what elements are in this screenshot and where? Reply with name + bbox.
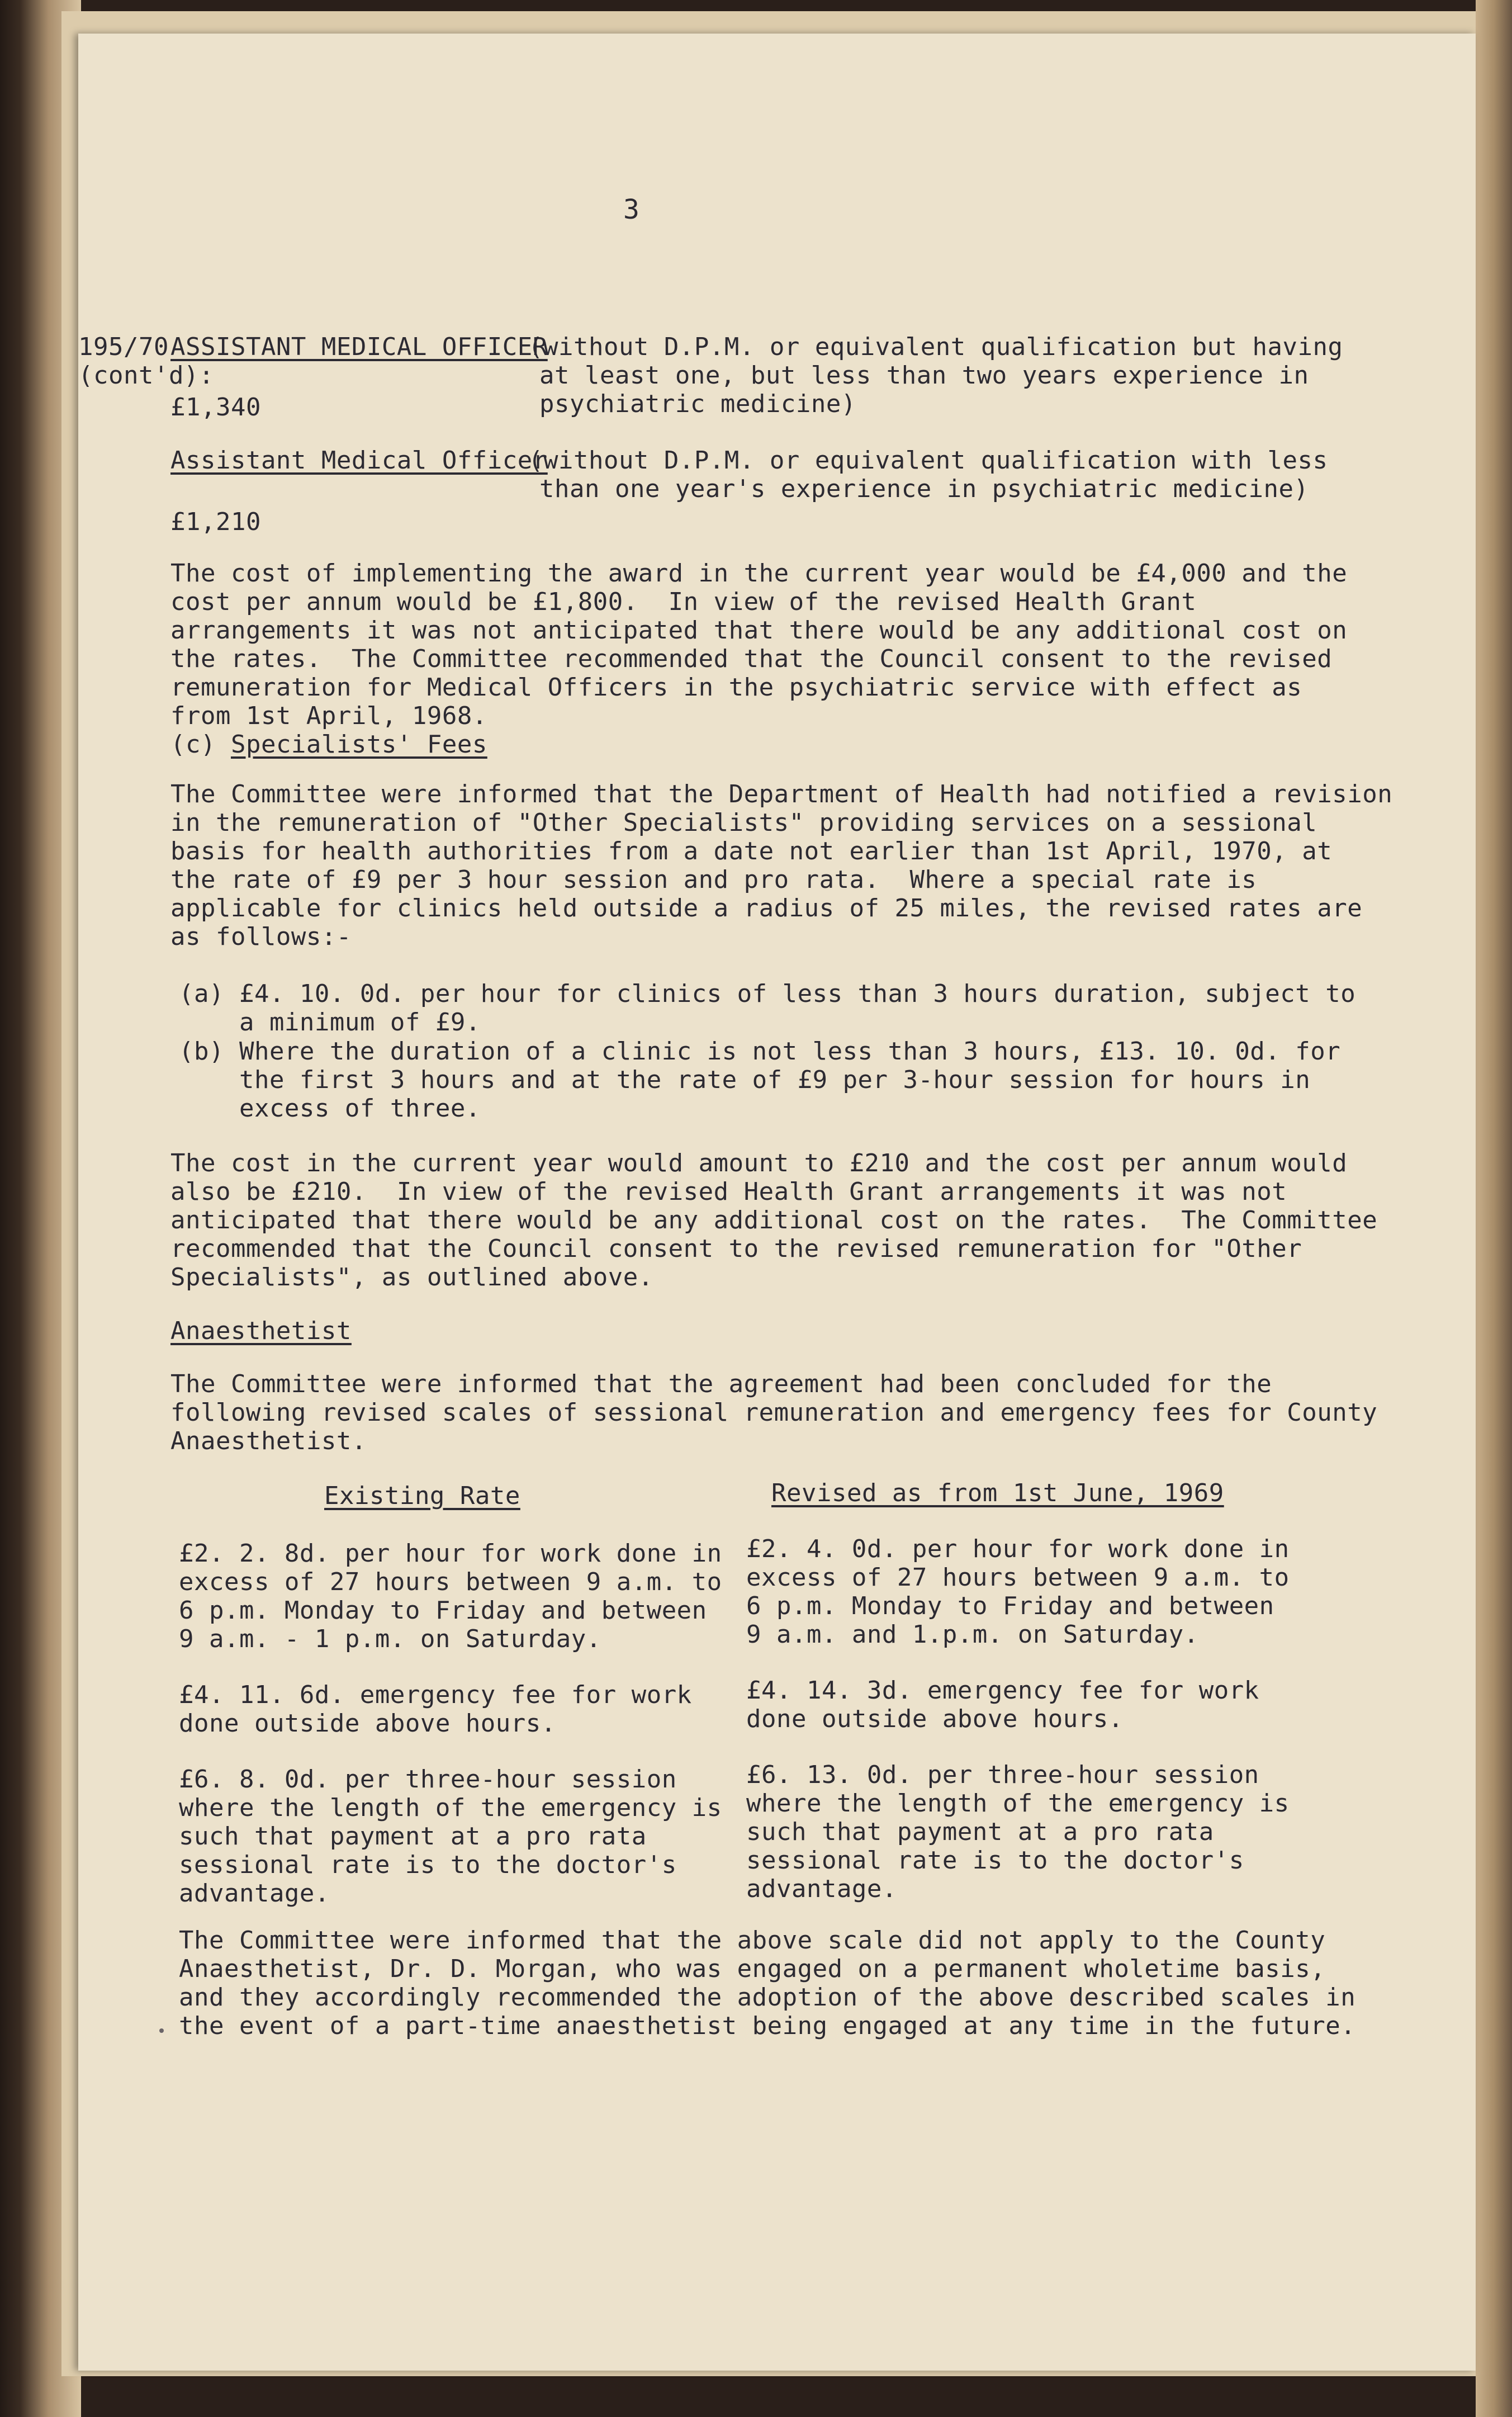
- rate-line: 9 a.m. - 1 p.m. on Saturday.: [179, 1625, 601, 1653]
- rate-line: £4. 14. 3d. emergency fee for work: [746, 1676, 1259, 1705]
- rate-line: excess of 27 hours between 9 a.m. to: [746, 1563, 1290, 1592]
- rate-line: where the length of the emergency is: [746, 1789, 1290, 1818]
- column-heading-existing: Existing Rate: [324, 1482, 520, 1510]
- post1-desc-line: (without D.P.M. or equivalent qualification but having: [528, 333, 1343, 361]
- paragraph-line: The cost in the current year would amount to £210 and the cost per annum would: [170, 1149, 1348, 1177]
- paragraph-line: Specialists", as outlined above.: [170, 1263, 653, 1292]
- rate-line: £6. 8. 0d. per three-hour session: [179, 1765, 677, 1794]
- paragraph-line: also be £210. In view of the revised Health Grant arrangements it was not: [170, 1177, 1287, 1206]
- paragraph-line: The Committee were informed that the Department of Health had notified a revision: [170, 780, 1393, 808]
- post1-title: ASSISTANT MEDICAL OFFICER: [170, 333, 548, 361]
- list-item-b: excess of three.: [179, 1094, 481, 1123]
- section-label: (c): [170, 730, 231, 759]
- specialists-heading: [170, 730, 487, 759]
- paragraph-line: anticipated that there would be any additional cost on the rates. The Committee: [170, 1206, 1378, 1234]
- rate-line: excess of 27 hours between 9 a.m. to: [179, 1568, 722, 1596]
- ink-speck: [159, 2028, 164, 2033]
- paragraph-line: from 1st April, 1968.: [170, 702, 487, 730]
- paragraph-line: recommended that the Council consent to the revised remuneration for "Other: [170, 1234, 1302, 1263]
- rate-line: 9 a.m. and 1.p.m. on Saturday.: [746, 1620, 1199, 1649]
- paragraph-line: cost per annum would be £1,800. In view of the revised Health Grant: [170, 588, 1197, 616]
- anaesthetist-heading: Anaesthetist: [170, 1317, 352, 1345]
- post2-title: Assistant Medical Officer: [170, 446, 548, 475]
- paragraph-line: The Committee were informed that the agreement had been concluded for the: [170, 1370, 1272, 1398]
- rate-line: 6 p.m. Monday to Friday and between: [746, 1592, 1274, 1620]
- post2-salary: £1,210: [170, 508, 261, 536]
- rate-line: £2. 2. 8d. per hour for work done in: [179, 1539, 722, 1568]
- paragraph-line: applicable for clinics held outside a radius of 25 miles, the revised rates are: [170, 894, 1363, 923]
- rate-line: 6 p.m. Monday to Friday and between: [179, 1596, 707, 1625]
- rate-line: £2. 4. 0d. per hour for work done in: [746, 1535, 1290, 1563]
- paragraph-line: Anaesthetist.: [170, 1427, 367, 1455]
- post1-desc-line: psychiatric medicine): [539, 390, 856, 418]
- binder-edge-right: [1476, 0, 1512, 2417]
- paragraph-line: in the remuneration of "Other Specialists" providing services on a sessional: [170, 808, 1317, 837]
- post2-desc-line: (without D.P.M. or equivalent qualification with less: [528, 446, 1328, 475]
- post1-salary: £1,340: [170, 393, 261, 422]
- minute-ref: 195/70: [78, 333, 169, 361]
- paragraph-line: the rates. The Committee recommended that the Council consent to the revised: [170, 645, 1333, 673]
- rate-line: such that payment at a pro rata: [179, 1822, 647, 1851]
- paragraph-line: and they accordingly recommended the adoption of the above described scales in: [179, 1983, 1356, 2012]
- minute-contd: (cont'd):: [78, 361, 214, 390]
- paragraph-line: remuneration for Medical Officers in the psychiatric service with effect as: [170, 673, 1302, 702]
- list-item-b: (b) Where the duration of a clinic is not less than 3 hours, £13. 10. 0d. for: [179, 1037, 1341, 1066]
- rate-line: where the length of the emergency is: [179, 1794, 722, 1822]
- paragraph-line: The Committee were informed that the above scale did not apply to the County: [179, 1926, 1326, 1955]
- paragraph-line: arrangements it was not anticipated that there would be any additional cost on: [170, 616, 1348, 645]
- rate-line: such that payment at a pro rata: [746, 1818, 1214, 1846]
- paragraph-line: Anaesthetist, Dr. D. Morgan, who was engaged on a permanent wholetime basis,: [179, 1955, 1326, 1983]
- page-number: 3: [623, 194, 640, 225]
- post2-desc-line: than one year's experience in psychiatric medicine): [539, 475, 1309, 503]
- document-page: [78, 34, 1476, 2371]
- paragraph-line: basis for health authorities from a date not earlier than 1st April, 1970, at: [170, 837, 1333, 865]
- rate-line: done outside above hours.: [746, 1705, 1124, 1733]
- column-heading-revised: Revised as from 1st June, 1969: [771, 1479, 1224, 1507]
- paragraph-line: The cost of implementing the award in the current year would be £4,000 and the: [170, 559, 1348, 588]
- post1-desc-line: at least one, but less than two years experience in: [539, 361, 1309, 390]
- paragraph-line: the rate of £9 per 3 hour session and pro rata. Where a special rate is: [170, 865, 1257, 894]
- section-title: Specialists' Fees: [230, 730, 487, 759]
- paragraph-line: as follows:-: [170, 923, 352, 951]
- rate-line: advantage.: [179, 1879, 330, 1908]
- rate-line: £4. 11. 6d. emergency fee for work: [179, 1681, 692, 1709]
- paragraph-line: following revised scales of sessional remuneration and emergency fees for County: [170, 1398, 1378, 1427]
- rate-line: advantage.: [746, 1875, 897, 1903]
- rate-line: done outside above hours.: [179, 1709, 556, 1738]
- list-item-a: a minimum of £9.: [179, 1008, 481, 1037]
- rate-line: sessional rate is to the doctor's: [746, 1846, 1244, 1875]
- rate-line: sessional rate is to the doctor's: [179, 1851, 677, 1879]
- rate-line: £6. 13. 0d. per three-hour session: [746, 1761, 1259, 1789]
- list-item-a: (a) £4. 10. 0d. per hour for clinics of less than 3 hours duration, subject to: [179, 980, 1356, 1008]
- list-item-b: the first 3 hours and at the rate of £9 per 3-hour session for hours in: [179, 1066, 1311, 1094]
- paragraph-line: the event of a part-time anaesthetist being engaged at any time in the future.: [179, 2012, 1356, 2040]
